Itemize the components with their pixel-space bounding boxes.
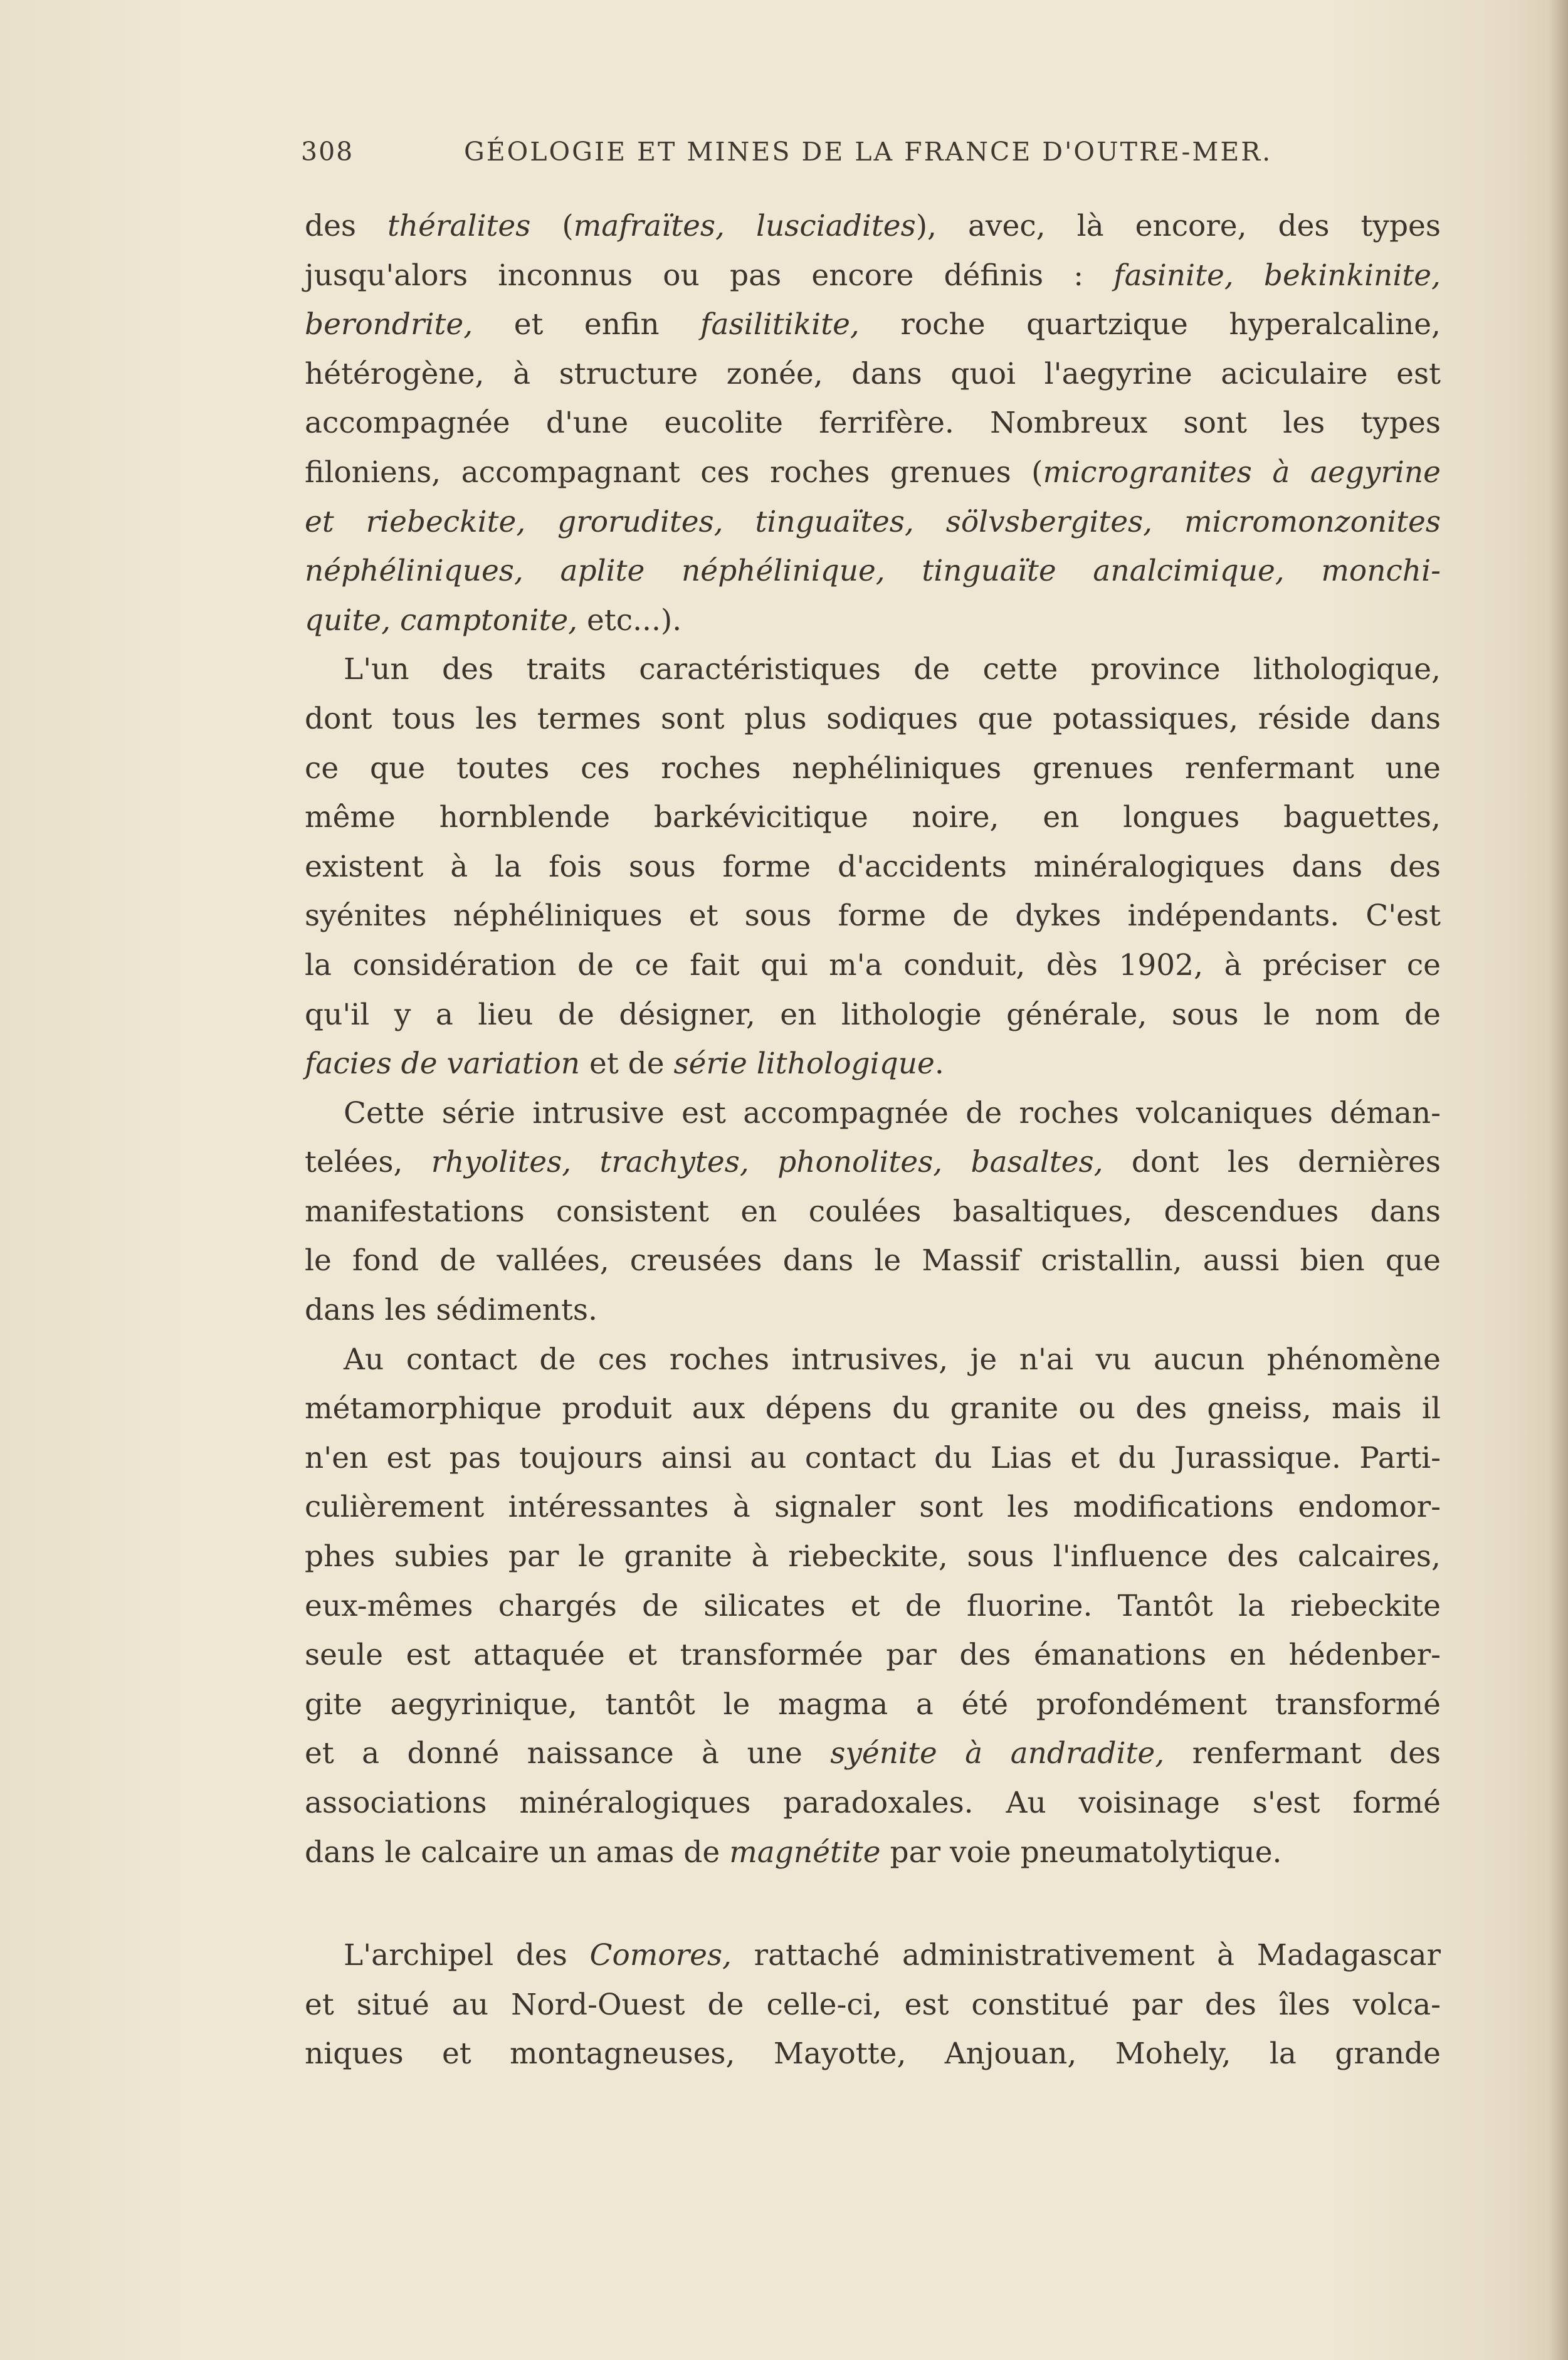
- paragraph-1: [305, 202, 1441, 645]
- paragraph-4: [305, 1335, 1441, 1878]
- text-line: Au contact de ces roches intrusives, je n'ai vu aucun phénomène: [344, 1342, 1441, 1377]
- text-line: associations minéralogiques paradoxales. Au voisinage s'est formé: [305, 1786, 1441, 1820]
- paragraph-2: [305, 645, 1441, 1088]
- text-line: existent à la fois sous forme d'accidents minéralogiques dans des: [305, 849, 1441, 884]
- running-title: GÉOLOGIE ET MINES DE LA FRANCE D'OUTRE-MER.: [464, 137, 1273, 167]
- text-line: hétérogène, à structure zonée, dans quoi l'aegyrine aciculaire est: [305, 356, 1441, 391]
- paragraph-5: [305, 1931, 1441, 2079]
- text-line: la considération de ce fait qui m'a conduit, dès 1902, à préciser ce: [305, 947, 1441, 982]
- text-line: manifestations consistent en coulées basaltiques, descendues dans: [305, 1194, 1441, 1229]
- text-line: gite aegyrinique, tantôt le magma a été profondément transformé: [305, 1687, 1441, 1722]
- text-line: telées, rhyolites, trachytes, phonolites, basaltes, dont les dernières: [305, 1145, 1441, 1180]
- text-line: néphéliniques, aplite néphélinique, tinguaïte analcimique, monchi-: [305, 554, 1441, 589]
- text-line: dont tous les termes sont plus sodiques que potassiques, réside dans: [305, 701, 1441, 736]
- text-line: accompagnée d'une eucolite ferrifère. Nombreux sont les types: [305, 406, 1441, 441]
- text-line: et situé au Nord-Ouest de celle-ci, est constitué par des îles volca-: [305, 1987, 1441, 2022]
- text-line: L'un des traits caractéristiques de cette province lithologique,: [344, 652, 1441, 687]
- text-line: métamorphique produit aux dépens du granite ou des gneiss, mais il: [305, 1391, 1441, 1426]
- paragraph-3: [305, 1089, 1441, 1335]
- text-line: eux-mêmes chargés de silicates et de fluorine. Tantôt la riebeckite: [305, 1588, 1441, 1623]
- text-line: filoniens, accompagnant ces roches grenues (microgranites à aegyrine: [305, 455, 1441, 490]
- text-line: jusqu'alors inconnus ou pas encore définis : fasinite, bekinkinite,: [305, 258, 1441, 293]
- text-line: syénites néphéliniques et sous forme de dykes indépendants. C'est: [305, 898, 1441, 934]
- text-line: seule est attaquée et transformée par des émanations en hédenber-: [305, 1638, 1441, 1673]
- text-line: berondrite, et enfin fasilitikite, roche quartzique hyperalcaline,: [305, 307, 1441, 342]
- text-line: quite, camptonite, etc...).: [305, 603, 682, 638]
- text-line: des théralites (mafraïtes, lusciadites), avec, là encore, des types: [305, 209, 1441, 243]
- text-line: même hornblende barkévicitique noire, en longues baguettes,: [305, 800, 1441, 835]
- text-line: phes subies par le granite à riebeckite, sous l'influence des calcaires,: [305, 1539, 1441, 1574]
- text-line: le fond de vallées, creusées dans le Massif cristallin, aussi bien que: [305, 1243, 1441, 1278]
- text-line: qu'il y a lieu de désigner, en lithologie générale, sous le nom de: [305, 997, 1441, 1032]
- text-line: dans le calcaire un amas de magnétite par voie pneumatolytique.: [305, 1835, 1282, 1870]
- text-line: culièrement intéressantes à signaler sont les modifications endomor-: [305, 1490, 1441, 1525]
- text-line: facies de variation et de série lithologique.: [305, 1046, 944, 1082]
- text-line: Cette série intrusive est accompagnée de roches volcaniques déman-: [344, 1095, 1441, 1130]
- text-line: et a donné naissance à une syénite à andradite, renfermant des: [305, 1736, 1441, 1771]
- text-line: L'archipel des Comores, rattaché administrativement à Madagascar: [344, 1938, 1441, 1973]
- page-number: 308: [301, 137, 354, 167]
- text-line: dans les sédiments.: [305, 1293, 597, 1328]
- text-line: niques et montagneuses, Mayotte, Anjouan, Mohely, la grande: [305, 2036, 1441, 2072]
- text-line: et riebeckite, grorudites, tinguaïtes, sölvsbergites, micromonzonites: [305, 504, 1441, 539]
- text-line: n'en est pas toujours ainsi au contact du Lias et du Jurassique. Parti-: [305, 1440, 1441, 1475]
- text-line: ce que toutes ces roches nephéliniques grenues renfermant une: [305, 751, 1441, 786]
- section-gap: [305, 1877, 1441, 1931]
- running-header: [301, 137, 1279, 181]
- page-edge-shadow: [1549, 0, 1568, 2360]
- body-text: [305, 202, 1441, 2079]
